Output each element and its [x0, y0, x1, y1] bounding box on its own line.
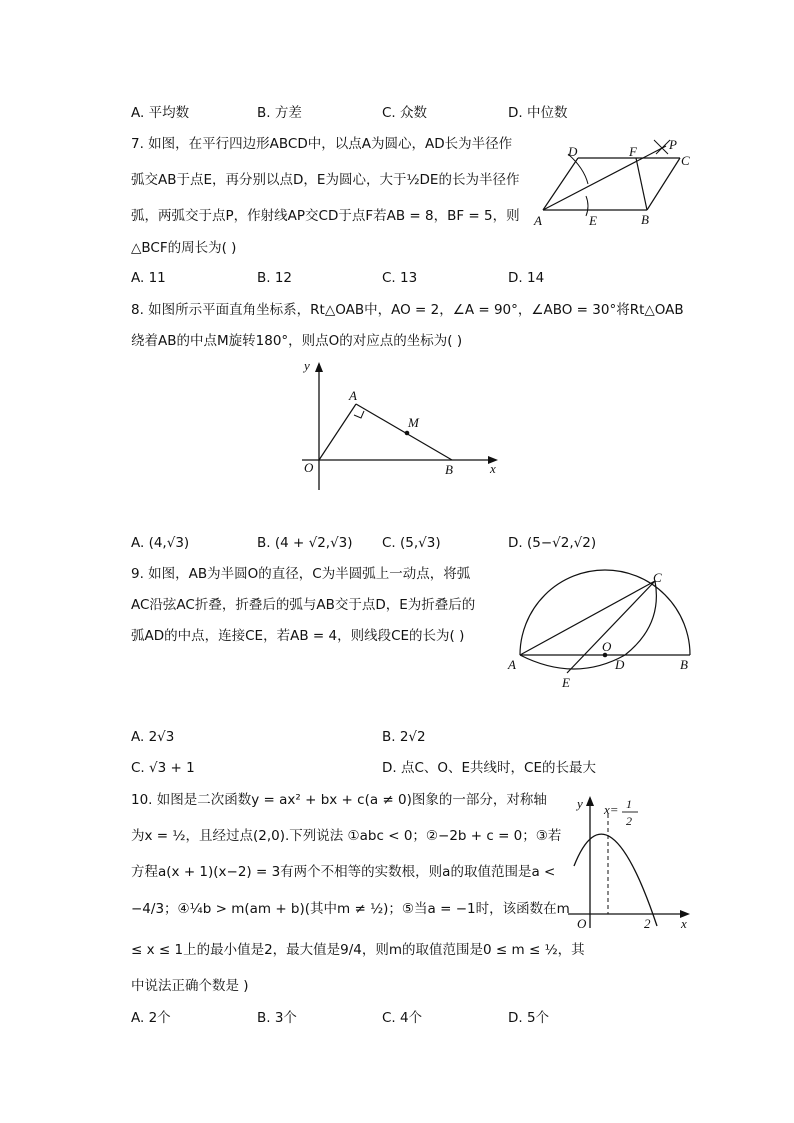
q9-option-b: B. 2√2 [382, 729, 426, 745]
q7-label-p: P [669, 137, 677, 152]
q10-option-c: C. 4个 [382, 1010, 423, 1026]
q7-label-f: F [629, 144, 637, 159]
q9-line-1: 9. 如图，AB为半圆O的直径，C为半圆弧上一动点，将弧 [131, 566, 471, 582]
q9-label-b: B [680, 657, 688, 672]
q9-option-c: C. √3 + 1 [131, 760, 195, 776]
q7-line-2: 弧交AB于点E，再分别以点D，E为圆心，大于½DE的长为半径作 [131, 172, 520, 188]
q9-label-d: D [615, 657, 625, 672]
q7-option-c: C. 13 [382, 270, 418, 286]
q10-line-3: 方程a(x + 1)(x−2) = 3有两个不相等的实数根，则a的取值范围是a < [131, 864, 556, 880]
q10-label-axis-eq: x= [604, 802, 619, 817]
q7-label-a: A [534, 213, 542, 228]
q7-label-c: C [681, 153, 690, 168]
q8-label-o: O [304, 460, 314, 475]
q7-figure [528, 134, 700, 230]
q10-line-4: −4/3；④¼b > m(am + b)(其中m ≠ ½)；⑤当a = −1时，该函数在m [131, 901, 570, 917]
q10-label-o: O [577, 916, 587, 930]
q6-option-d: D. 中位数 [508, 105, 568, 121]
q9-label-a: A [508, 657, 516, 672]
q9-line-3: 弧AD的中点，连接CE，若AB = 4，则线段CE的长为( ) [131, 628, 465, 644]
q9-option-d: D. 点C、O、E共线时，CE的长最大 [382, 760, 597, 776]
q6-option-a: A. 平均数 [131, 105, 190, 121]
q7-line-1: 7. 如图，在平行四边形ABCD中，以点A为圆心，AD长为半径作 [131, 136, 513, 152]
q8-label-m: M [408, 415, 419, 430]
q7-line-4: △BCF的周长为( ) [131, 240, 237, 256]
q8-figure [290, 356, 510, 496]
q8-line-1: 8. 如图所示平面直角坐标系，Rt△OAB中，AO = 2，∠A = 90°，∠ABO = 30°将Rt△OAB [131, 302, 684, 318]
q6-option-c: C. 众数 [382, 105, 428, 121]
q10-label-x: x [681, 916, 687, 930]
q8-option-b: B. (4 + √2,√3) [257, 535, 353, 551]
q10-line-2: 为x = ½，且经过点(2,0).下列说法 ①abc < 0；②−2b + c = 0；③若 [131, 828, 562, 844]
q10-line-1: 10. 如图是二次函数y = ax² + bx + c(a ≠ 0)图象的一部分，对称轴 [131, 792, 547, 808]
q8-option-c: C. (5,√3) [382, 535, 441, 551]
q8-label-a: A [349, 388, 357, 403]
q10-line-6: 中说法正确个数是 ) [131, 978, 249, 994]
q10-label-y: y [577, 796, 583, 811]
q6-option-b: B. 方差 [257, 105, 302, 121]
q10-option-a: A. 2个 [131, 1010, 171, 1026]
q9-label-c: C [653, 570, 662, 585]
q10-figure [560, 788, 700, 930]
q8-label-y: y [304, 358, 310, 373]
q8-label-b: B [445, 462, 453, 477]
q7-label-d: D [568, 144, 578, 159]
q8-option-a: A. (4,√3) [131, 535, 190, 551]
q9-line-2: AC沿弦AC折叠，折叠后的弧与AB交于点D，E为折叠后的 [131, 597, 476, 613]
q7-label-e: E [589, 213, 597, 228]
q7-option-b: B. 12 [257, 270, 293, 286]
q7-option-d: D. 14 [508, 270, 545, 286]
q10-option-b: B. 3个 [257, 1010, 297, 1026]
q7-label-b: B [641, 212, 649, 227]
q10-line-5: ≤ x ≤ 1上的最小值是2，最大值是9/4，则m的取值范围是0 ≤ m ≤ ½，其 [131, 942, 585, 958]
q10-label-half-den: 2 [626, 814, 632, 828]
q7-option-a: A. 11 [131, 270, 166, 286]
q8-line-2: 绕着AB的中点M旋转180°，则点O的对应点的坐标为( ) [131, 333, 463, 349]
q8-option-d: D. (5−√2,√2) [508, 535, 597, 551]
q9-figure [505, 565, 700, 690]
q10-label-half-num: 1 [626, 797, 632, 811]
q8-label-x: x [490, 461, 496, 476]
q10-label-root: 2 [644, 916, 651, 930]
q10-option-d: D. 5个 [508, 1010, 550, 1026]
q7-line-3: 弧，两弧交于点P，作射线AP交CD于点F若AB = 8，BF = 5，则 [131, 208, 520, 224]
q9-option-a: A. 2√3 [131, 729, 175, 745]
q9-label-o: O [602, 639, 612, 654]
q9-label-e: E [562, 675, 570, 690]
